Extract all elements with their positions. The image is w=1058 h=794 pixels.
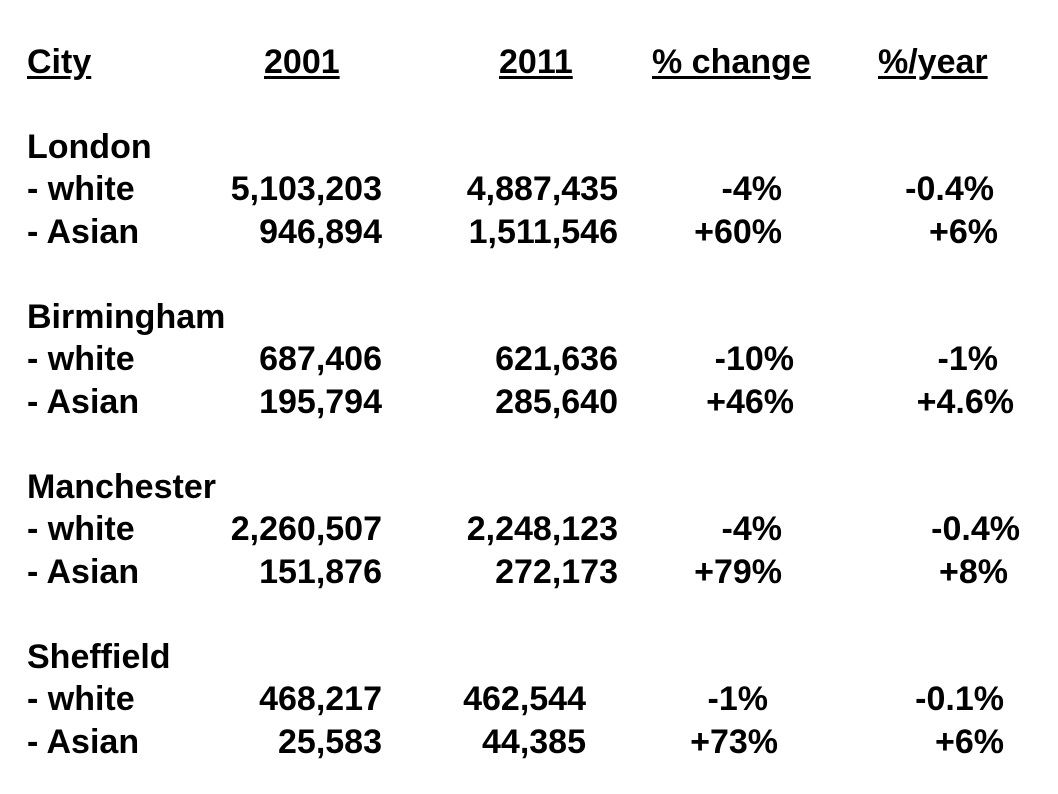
value-2011: 1,511,546 (468, 213, 618, 251)
value-pct-change: +73% (690, 723, 778, 761)
value-2001: 2,260,507 (230, 510, 382, 548)
row-label: - Asian (27, 553, 140, 591)
value-2001: 25,583 (278, 723, 382, 761)
value-pct-change: -4% (721, 170, 782, 208)
value-2011: 4,887,435 (466, 170, 618, 208)
value-pct-year: +4.6% (916, 383, 1014, 421)
city-name-sheffield: Sheffield (27, 638, 171, 676)
city-name-manchester: Manchester (27, 468, 216, 506)
value-pct-year: +8% (939, 553, 1008, 591)
header-pct-year: %/year (878, 43, 988, 81)
header-pct-change: % change (652, 43, 811, 81)
value-pct-change: +79% (694, 553, 782, 591)
row-label: - white (27, 680, 135, 718)
value-pct-change: -10% (714, 340, 794, 378)
value-pct-year: -0.1% (915, 680, 1004, 718)
value-pct-year: -0.4% (931, 510, 1020, 548)
row-label: - Asian (27, 723, 140, 761)
city-name-birmingham: Birmingham (27, 298, 226, 336)
header-city: City (27, 43, 92, 81)
value-2011: 462,544 (463, 680, 586, 718)
value-pct-change: +46% (706, 383, 794, 421)
value-pct-year: +6% (935, 723, 1004, 761)
value-pct-year: -1% (937, 340, 998, 378)
value-2011: 2,248,123 (466, 510, 618, 548)
value-2001: 468,217 (259, 680, 382, 718)
row-label: - Asian (27, 383, 140, 421)
value-pct-change: -4% (721, 510, 782, 548)
row-label: - white (27, 340, 135, 378)
value-pct-year: +6% (929, 213, 998, 251)
value-2001: 5,103,203 (230, 170, 382, 208)
row-label: - white (27, 170, 135, 208)
value-2001: 151,876 (259, 553, 382, 591)
row-label: - white (27, 510, 135, 548)
value-2011: 44,385 (482, 723, 586, 761)
value-pct-year: -0.4% (905, 170, 994, 208)
value-2011: 621,636 (495, 340, 618, 378)
header-2011: 2011 (499, 43, 573, 81)
value-2001: 687,406 (259, 340, 382, 378)
value-pct-change: +60% (694, 213, 782, 251)
value-pct-change: -1% (707, 680, 768, 718)
row-label: - Asian (27, 213, 140, 251)
value-2001: 195,794 (259, 383, 382, 421)
value-2001: 946,894 (259, 213, 382, 251)
value-2011: 272,173 (495, 553, 618, 591)
value-2011: 285,640 (495, 383, 618, 421)
city-name-london: London (27, 128, 152, 166)
header-2001: 2001 (264, 43, 340, 81)
